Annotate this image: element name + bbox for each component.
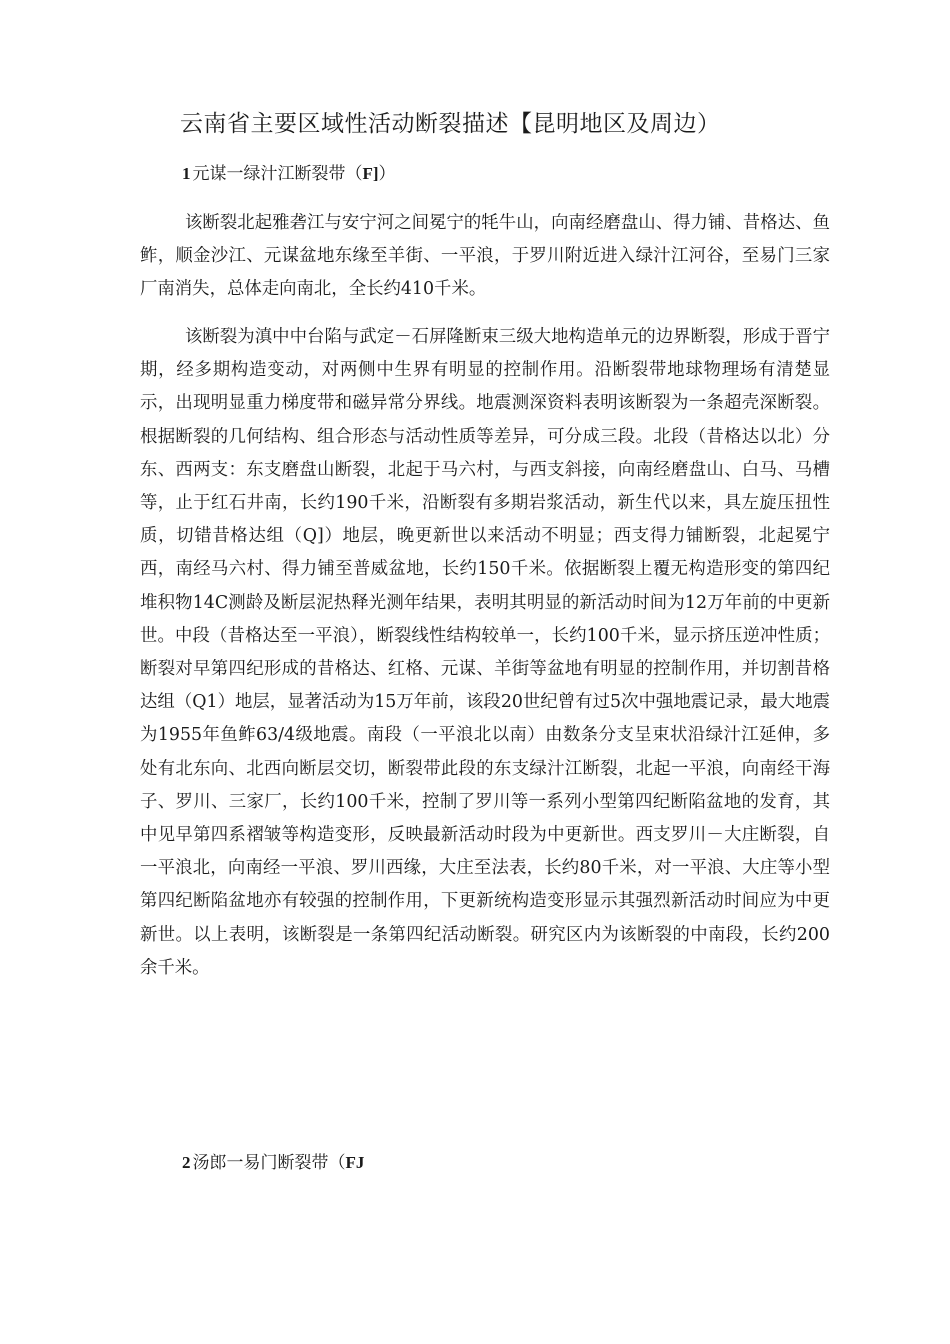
section-number: 1 <box>182 164 191 183</box>
document-title: 云南省主要区域性活动断裂描述【昆明地区及周边） <box>180 111 721 137</box>
section-heading <box>182 160 396 188</box>
section-close: ） <box>378 164 396 184</box>
section-name: 汤郎一易门断裂带（ <box>192 1153 346 1173</box>
fault-code: F] <box>362 164 379 183</box>
body-paragraph: 该断裂北起雅砻江与安宁河之间冕宁的牦牛山，向南经磨盘山、得力铺、昔格达、鱼鲊，顺金沙江、元谋盆地东缘至羊街、一平浪，于罗川附近进入绿汁江河谷，至易门三家厂南消失，总体走向南北，全长约410千米。 <box>140 213 830 300</box>
section-number: 2 <box>182 1153 191 1172</box>
body-paragraph: 该断裂为滇中中台陷与武定－石屏隆断束三级大地构造单元的边界断裂，形成于晋宁期，经多期构造变动，对两侧中生界有明显的控制作用。沿断裂带地球物理场有清楚显示，出现明显重力梯度带和磁异常分界线。地震测深资料表明该断裂为一条超壳深断裂。根据断裂的几何结构、组合形态与活动性质等差异，可分成三段。北段（昔格达以北）分东、西两支：东支磨盘山断裂，北起于马六村，与西支斜接，向南经磨盘山、白马、马槽等，止于红石井南，长约190千米，沿断裂有多期岩浆活动，新生代以来，具左旋压扭性质，切错昔格达组（Q]）地层，晚更新世以来活动不明显；西支得力铺断裂，北起冕宁西，南经马六村、得力铺至普威盆地，长约150千米。依据断裂上覆无构造形变的第四纪堆积物14C测龄及断层泥热释光测年结果，表明其明显的新活动时间为12万年前的中更新世。中段（昔格达至一平浪），断裂线性结构较单一，长约100千米，显示挤压逆冲性质；断裂对早第四纪形成的昔格达、红格、元谋、羊街等盆地有明显的控制作用，并切割昔格达组（Q1）地层，显著活动为15万年前，该段20世纪曾有过5次中强地震记录，最大地震为1955年鱼鲊63/4级地震。南段（一平浪北以南）由数条分支呈束状沿绿汁江延伸，多处有北东向、北西向断层交切，断裂带此段的东支绿汁江断裂，北起一平浪，向南经干海子、罗川、三家厂，长约100千米，控制了罗川等一系列小型第四纪断陷盆地的发育，其中见早第四系褶皱等构造变形，反映最新活动时段为中更新世。西支罗川－大庄断裂，自一平浪北，向南经一平浪、罗川西缘，大庄至法表，长约80千米，对一平浪、大庄等小型第四纪断陷盆地亦有较强的控制作用，下更新统构造变形显示其强烈新活动时间应为中更新世。以上表明，该断裂是一条第四纪活动断裂。研究区内为该断裂的中南段，长约200余千米。 <box>140 327 830 978</box>
section-name: 元谋一绿汁江断裂带（ <box>192 164 363 184</box>
fault-code: FJ <box>345 1153 365 1172</box>
section-heading <box>182 1149 364 1177</box>
